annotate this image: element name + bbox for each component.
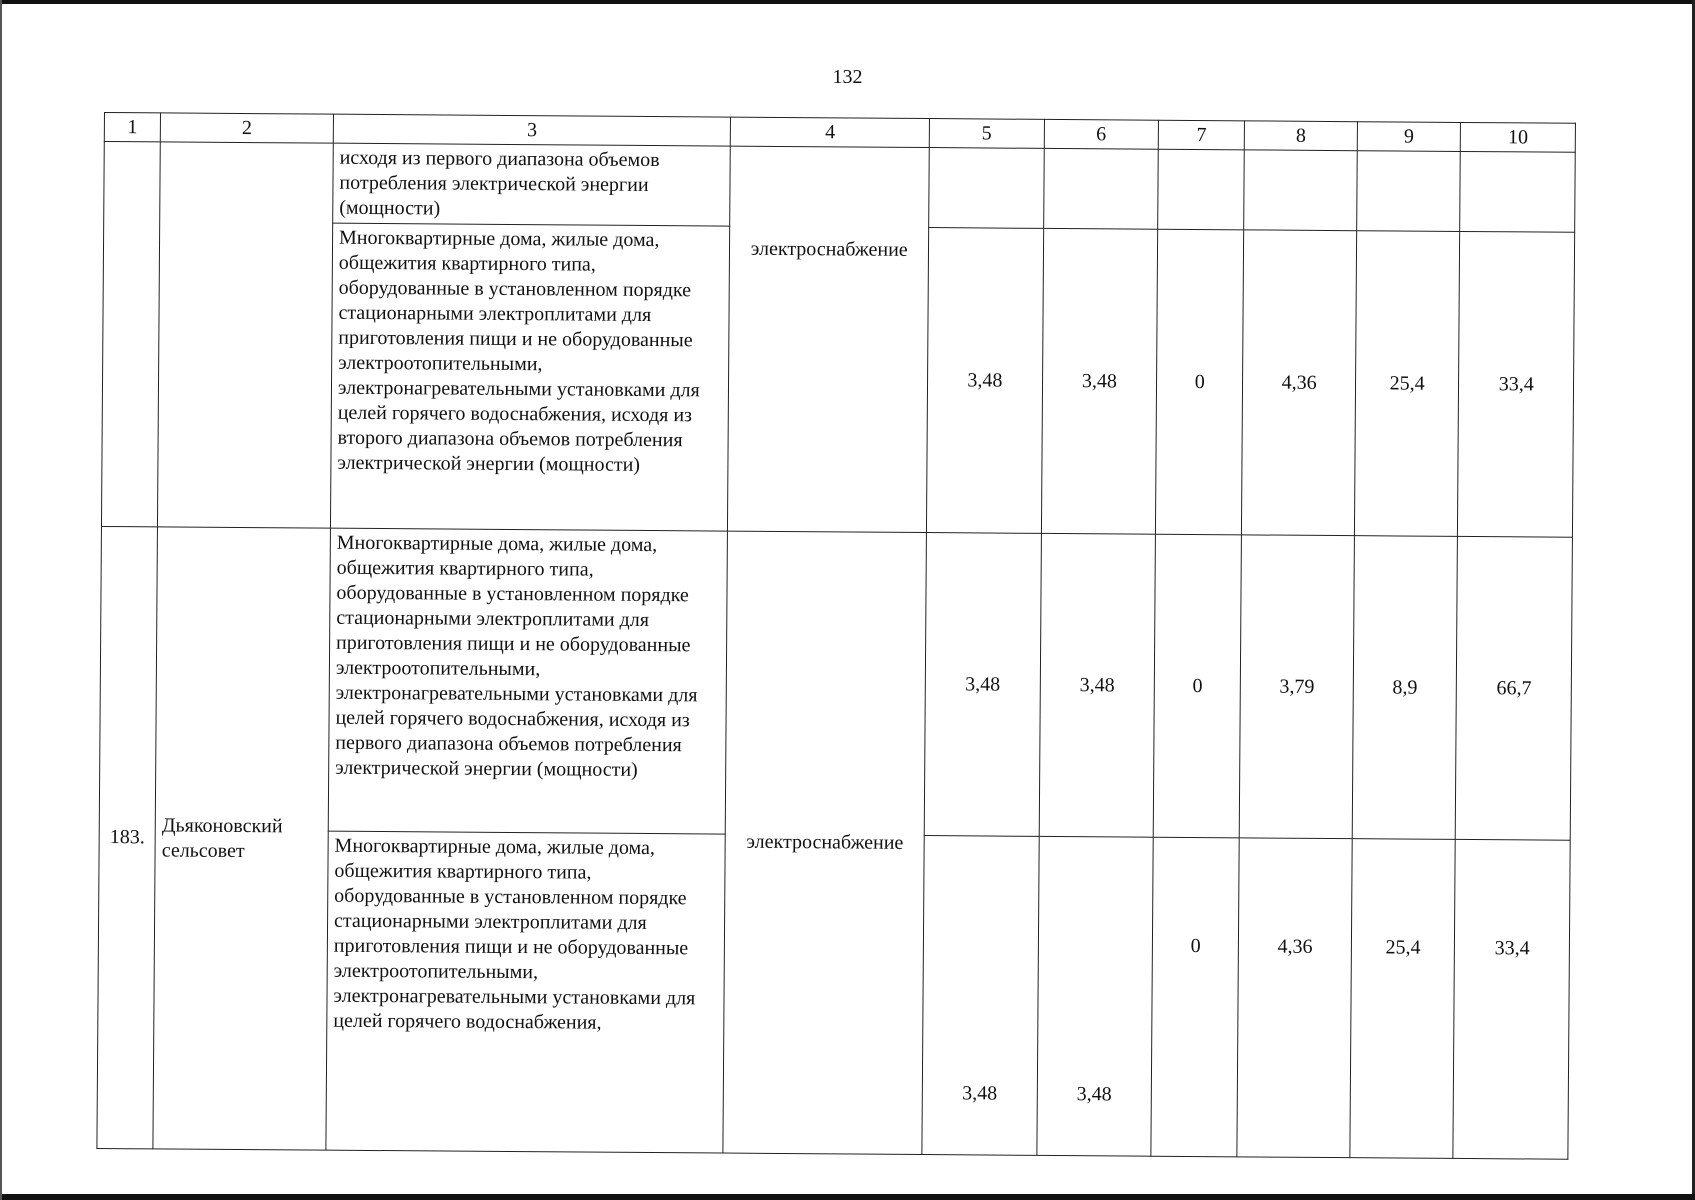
value-cell-col7: 0 [1155, 229, 1244, 535]
scan-edge-left [0, 0, 2, 1200]
settlement-cell: Дьяконовский сельсовет [153, 527, 330, 1150]
value-cell-col6: 3,48 [1039, 533, 1156, 837]
value-cell-col9: 25,4 [1350, 839, 1456, 1159]
value-cell-col7: 0 [1151, 837, 1240, 1157]
value-cell-col5: 3,48 [924, 533, 1041, 837]
value-cell-col10: 66,7 [1456, 536, 1573, 840]
value-cell-col7: 0 [1153, 534, 1242, 838]
scan-edge-bottom [0, 1194, 1695, 1200]
header-cell-4: 4 [731, 117, 930, 147]
value-cell-empty [1043, 148, 1158, 229]
row-number-cell: 183. [97, 526, 158, 1148]
value-cell-col6: 3,48 [1036, 836, 1153, 1156]
header-cell-3: 3 [333, 114, 731, 146]
value-cell-empty [1356, 151, 1460, 232]
header-cell-9: 9 [1357, 122, 1461, 152]
value-cell-col5: 3,48 [922, 836, 1039, 1156]
scan-edge-top [0, 0, 1695, 4]
page-number: 132 [832, 66, 863, 88]
service-cell: электроснабжение [728, 146, 930, 532]
header-cell-7: 7 [1158, 120, 1245, 150]
value-cell-empty [1460, 151, 1575, 232]
value-cell-col8: 3,79 [1240, 535, 1355, 839]
header-cell-8: 8 [1245, 121, 1358, 151]
value-cell-col10: 33,4 [1453, 839, 1570, 1159]
value-cell-empty [1158, 149, 1245, 230]
header-cell-5: 5 [929, 119, 1044, 149]
header-cell-2: 2 [160, 113, 333, 143]
consumer-category-cell: Многоквартирные дома, жилые дома, общежития квартирного типа, оборудованные в установленном порядке стационарными электроплитами для приготовления пищи и не оборудованные электроотопительными, электронагревательными установками для целей горячего водоснабжения, исходя из первого диапазона объемов потребления электрической энергии (мощности) [328, 528, 728, 834]
value-cell-empty [929, 148, 1044, 229]
header-cell-6: 6 [1044, 119, 1159, 149]
value-cell-col5: 3,48 [927, 228, 1044, 534]
tariff-table [96, 112, 1576, 1160]
consumer-category-cell: исходя из первого диапазона объемов потребления электрической энергии (мощности) [333, 143, 731, 226]
settlement-cell-empty [158, 142, 334, 528]
row-number-cell-empty [101, 142, 160, 527]
consumer-category-cell: Многоквартирные дома, жилые дома, общежития квартирного типа, оборудованные в установленном порядке стационарными электроплитами для приготовления пищи и не оборудованные электроотопительными, электронагревательными установками для целей горячего водоснабжения, исходя из второго диапазона объемов потребления электрической энергии (мощности) [330, 223, 730, 531]
service-cell: электроснабжение [723, 531, 926, 1154]
value-cell-col8: 4,36 [1237, 838, 1352, 1158]
value-cell-col10: 33,4 [1458, 231, 1575, 537]
value-cell-col9: 25,4 [1354, 231, 1460, 537]
header-cell-10: 10 [1461, 122, 1576, 152]
header-cell-1: 1 [104, 113, 160, 142]
consumer-category-cell: Многоквартирные дома, жилые дома, общежития квартирного типа, оборудованные в установленном порядке стационарными электроплитами для приготовления пищи и не оборудованные электроотопительными, электронагревательными установками для целей горячего водоснабжения, [326, 831, 726, 1153]
table-row [104, 142, 1576, 233]
value-cell-col6: 3,48 [1041, 228, 1158, 534]
value-cell-col9: 8,9 [1352, 536, 1458, 840]
value-cell-col8: 4,36 [1242, 230, 1357, 536]
value-cell-empty [1244, 150, 1357, 231]
table-row [99, 526, 1572, 840]
